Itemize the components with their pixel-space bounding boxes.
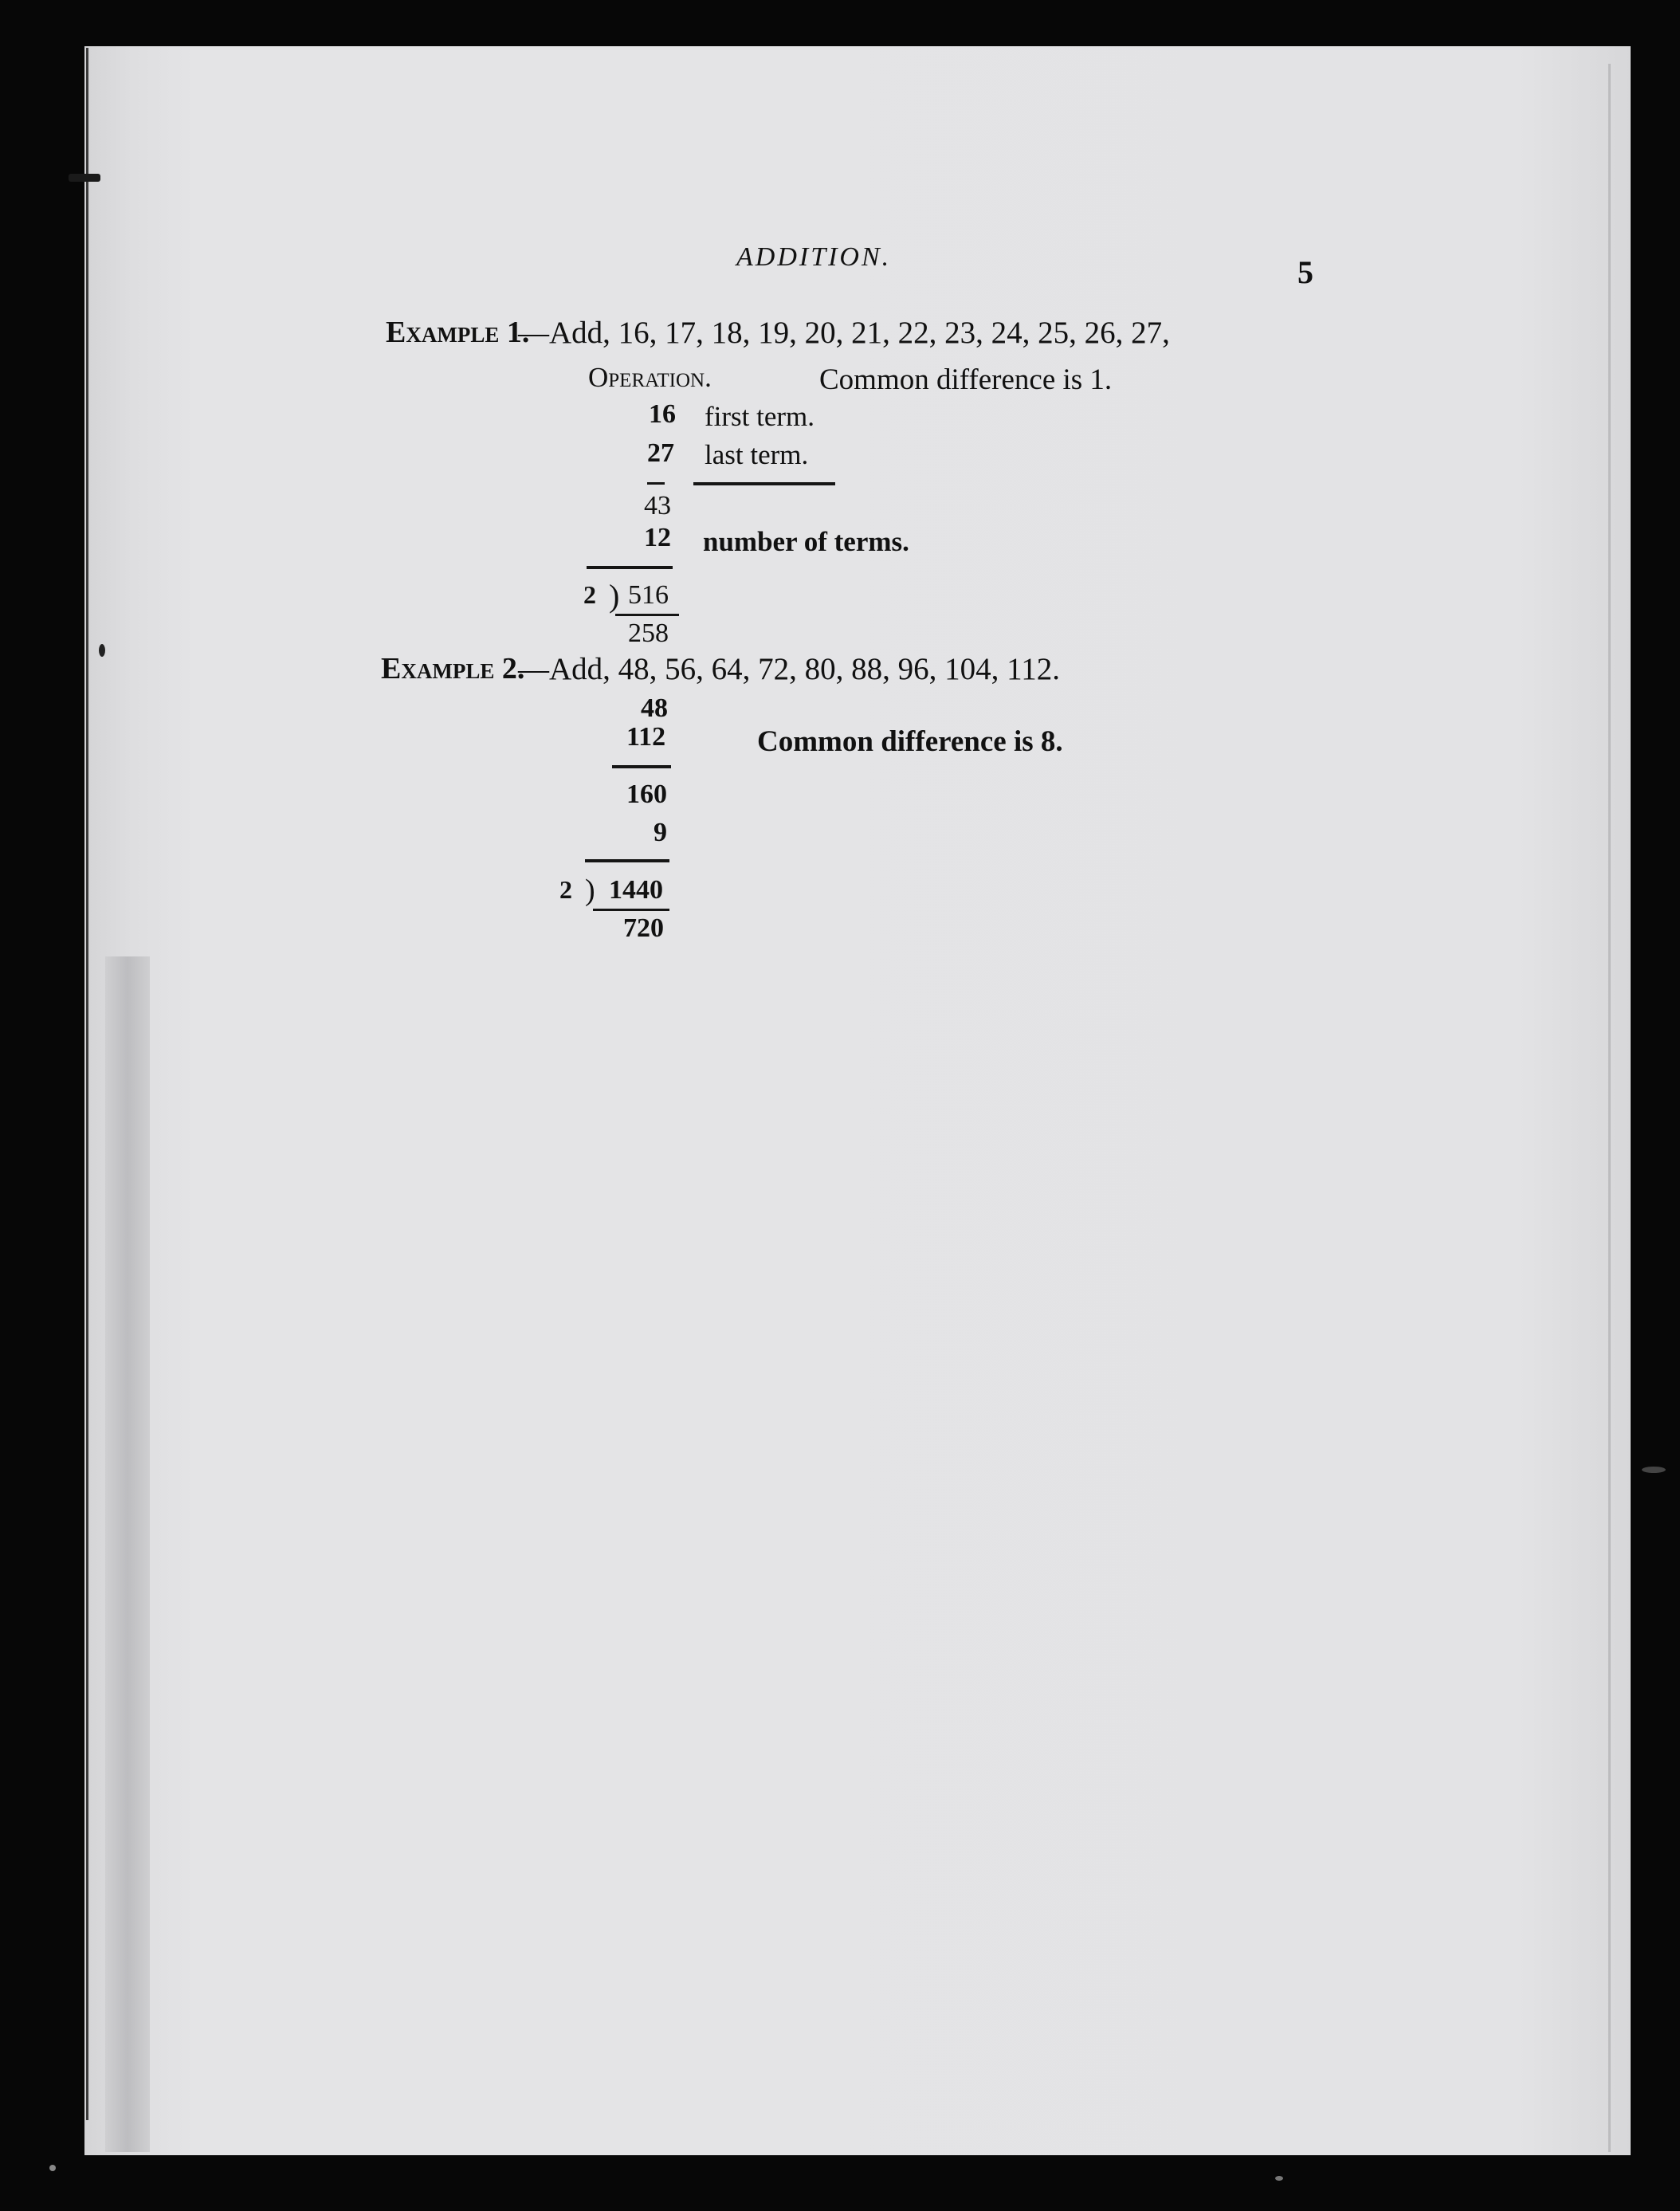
scan-speck — [1642, 1467, 1666, 1473]
scan-speck — [1275, 2176, 1283, 2181]
scan-speck — [49, 2165, 56, 2171]
ex1-divisor: 2 — [583, 580, 596, 609]
page-number: 5 — [1297, 254, 1313, 290]
page-right-edge — [1608, 64, 1611, 2152]
ex1-note-first: first term. — [705, 401, 815, 432]
ex2-quotient: 720 — [623, 913, 664, 943]
example-2-prompt: —Add, 48, 56, 64, 72, 80, 88, 96, 104, 112. — [518, 652, 1060, 686]
ex2-division-rule — [593, 909, 669, 911]
ex2-product-rule — [585, 859, 669, 862]
running-title: ADDITION. — [736, 242, 892, 272]
ex2-value-first: 48 — [641, 693, 668, 723]
ex1-value-last: 27 — [647, 438, 674, 468]
ex2-divisor: 2 — [559, 875, 572, 904]
common-difference-1: Common difference is 1. — [819, 363, 1113, 396]
ex1-dividend: 516 — [628, 580, 669, 610]
ex1-note-count: number of terms. — [703, 526, 909, 557]
ex1-quotient: 258 — [628, 619, 669, 648]
operation-label: Operation. — [588, 362, 712, 393]
division-rule — [615, 614, 679, 616]
book-page — [84, 46, 1631, 2155]
example-1-label: Example 1. — [386, 316, 530, 349]
ex2-value-last: 112 — [626, 722, 666, 752]
ex1-note-last: last term. — [705, 439, 809, 470]
common-difference-2: Common difference is 8. — [757, 725, 1063, 758]
ex2-dividend: 1440 — [609, 875, 663, 905]
product-rule — [587, 566, 673, 569]
page-gutter-line — [86, 48, 88, 2120]
scan-speck — [69, 174, 100, 182]
ex1-value-sum: 43 — [644, 491, 671, 520]
page-edge-shadow — [105, 956, 150, 2152]
division-bracket: ) — [609, 578, 620, 614]
ex2-sum-rule — [612, 765, 671, 768]
sum-rule-short — [647, 482, 665, 485]
example-1-prompt: —Add, 16, 17, 18, 19, 20, 21, 22, 23, 24, 25, 26, 27, — [518, 316, 1170, 350]
ex2-division-bracket: ) — [585, 874, 595, 907]
ex2-value-count: 9 — [654, 818, 667, 847]
ex1-value-first: 16 — [649, 399, 676, 429]
ex2-value-sum: 160 — [626, 780, 667, 809]
scan-speck — [99, 644, 105, 657]
ex1-value-count: 12 — [644, 523, 671, 552]
example-2-label: Example 2. — [381, 652, 525, 685]
sum-rule-long — [693, 482, 835, 485]
